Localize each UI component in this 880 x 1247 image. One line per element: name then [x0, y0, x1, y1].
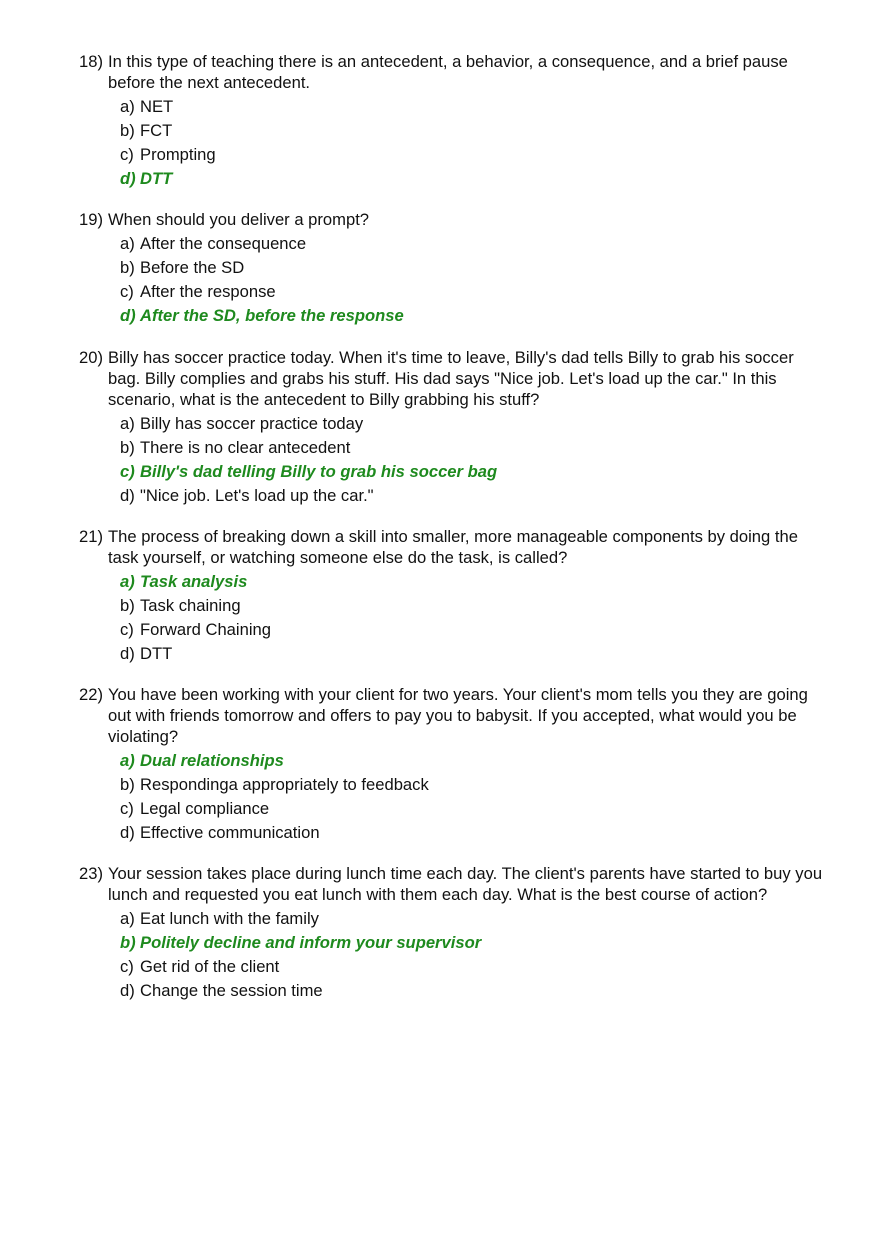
- option-letter: c): [120, 620, 134, 639]
- answer-option: [79, 594, 829, 618]
- option-letter: b): [120, 775, 135, 794]
- question-text: [79, 684, 829, 747]
- answer-option: [79, 256, 829, 280]
- option-letter: d): [120, 981, 135, 1000]
- question-number: 20): [79, 348, 103, 367]
- answer-option: [79, 955, 829, 979]
- option-text: After the response: [140, 282, 276, 301]
- option-letter: d): [120, 306, 136, 325]
- option-letter: a): [120, 751, 135, 770]
- option-text: Politely decline and inform your supervisor: [140, 933, 482, 952]
- answer-option: [79, 484, 829, 508]
- correct-answer-option: [79, 931, 829, 955]
- correct-answer-option: [79, 167, 829, 191]
- option-text: Effective communication: [140, 823, 320, 842]
- option-letter: d): [120, 823, 135, 842]
- option-letter: b): [120, 933, 136, 952]
- option-text: Task chaining: [140, 596, 241, 615]
- question-number: 23): [79, 864, 103, 883]
- option-letter: b): [120, 438, 135, 457]
- option-letter: c): [120, 282, 134, 301]
- answer-options: [79, 907, 829, 1003]
- question-19: [79, 209, 829, 328]
- question-text: [79, 51, 829, 93]
- question-20: [79, 347, 829, 508]
- answer-option: [79, 95, 829, 119]
- answer-options: [79, 412, 829, 508]
- option-letter: a): [120, 234, 135, 253]
- option-letter: b): [120, 596, 135, 615]
- option-text: "Nice job. Let's load up the car.": [140, 486, 374, 505]
- option-text: DTT: [140, 169, 173, 188]
- option-text: Prompting: [140, 145, 216, 164]
- answer-option: [79, 642, 829, 666]
- option-letter: a): [120, 97, 135, 116]
- answer-option: [79, 773, 829, 797]
- answer-option: [79, 143, 829, 167]
- option-letter: c): [120, 462, 135, 481]
- option-letter: d): [120, 644, 135, 663]
- answer-option: [79, 618, 829, 642]
- option-text: Billy has soccer practice today: [140, 414, 364, 433]
- correct-answer-option: [79, 570, 829, 594]
- answer-option: [79, 280, 829, 304]
- option-text: Billy's dad telling Billy to grab his soccer bag: [140, 462, 498, 481]
- option-text: Task analysis: [140, 572, 248, 591]
- question-body: When should you deliver a prompt?: [108, 210, 370, 229]
- answer-option: [79, 436, 829, 460]
- answer-options: [79, 95, 829, 191]
- question-21: [79, 526, 829, 666]
- option-text: After the consequence: [140, 234, 307, 253]
- answer-options: [79, 749, 829, 845]
- option-text: After the SD, before the response: [140, 306, 404, 325]
- option-letter: a): [120, 909, 135, 928]
- option-letter: c): [120, 957, 134, 976]
- correct-answer-option: [79, 749, 829, 773]
- answer-option: [79, 232, 829, 256]
- question-number: 18): [79, 52, 103, 71]
- option-text: Respondinga appropriately to feedback: [140, 775, 429, 794]
- option-text: There is no clear antecedent: [140, 438, 351, 457]
- option-letter: b): [120, 258, 135, 277]
- option-text: NET: [140, 97, 174, 116]
- option-text: Before the SD: [140, 258, 245, 277]
- answer-option: [79, 797, 829, 821]
- option-letter: c): [120, 145, 134, 164]
- option-text: Change the session time: [140, 981, 323, 1000]
- option-letter: a): [120, 414, 135, 433]
- option-letter: d): [120, 486, 135, 505]
- question-18: [79, 51, 829, 191]
- answer-options: [79, 570, 829, 666]
- option-letter: c): [120, 799, 134, 818]
- question-text: [79, 209, 829, 230]
- question-number: 19): [79, 210, 103, 229]
- correct-answer-option: [79, 304, 829, 328]
- answer-option: [79, 119, 829, 143]
- option-text: DTT: [140, 644, 173, 663]
- question-body: Your session takes place during lunch time each day. The client's parents have started to buy you lunch and requested you eat lunch with them each day. What is the best course of action?: [108, 864, 823, 904]
- answer-option: [79, 412, 829, 436]
- question-body: The process of breaking down a skill into smaller, more manageable components by doing the task yourself, or watching someone else do the task, is called?: [108, 527, 798, 567]
- question-number: 22): [79, 685, 103, 704]
- answer-option: [79, 907, 829, 931]
- question-body: Billy has soccer practice today. When it's time to leave, Billy's dad tells Billy to grab his soccer bag. Billy complies and grabs his stuff. His dad says "Nice job. Let's load up the car." In this scenario, what is the antecedent to Billy grabbing his stuff?: [108, 348, 794, 409]
- option-text: FCT: [140, 121, 173, 140]
- option-text: Eat lunch with the family: [140, 909, 319, 928]
- question-22: [79, 684, 829, 845]
- option-text: Legal compliance: [140, 799, 270, 818]
- option-text: Get rid of the client: [140, 957, 280, 976]
- question-body: In this type of teaching there is an antecedent, a behavior, a consequence, and a brief pause before the next antecedent.: [108, 52, 788, 92]
- question-text: [79, 347, 829, 410]
- question-number: 21): [79, 527, 103, 546]
- option-text: Dual relationships: [140, 751, 284, 770]
- option-letter: d): [120, 169, 136, 188]
- question-text: [79, 863, 829, 905]
- correct-answer-option: [79, 460, 829, 484]
- option-letter: a): [120, 572, 135, 591]
- question-text: [79, 526, 829, 568]
- answer-option: [79, 979, 829, 1003]
- question-23: [79, 863, 829, 1003]
- answer-options: [79, 232, 829, 328]
- question-body: You have been working with your client for two years. Your client's mom tells you they are going out with friends tomorrow and offers to pay you to babysit. If you accepted, what would you be violating?: [108, 685, 808, 746]
- option-text: Forward Chaining: [140, 620, 271, 639]
- answer-option: [79, 821, 829, 845]
- option-letter: b): [120, 121, 135, 140]
